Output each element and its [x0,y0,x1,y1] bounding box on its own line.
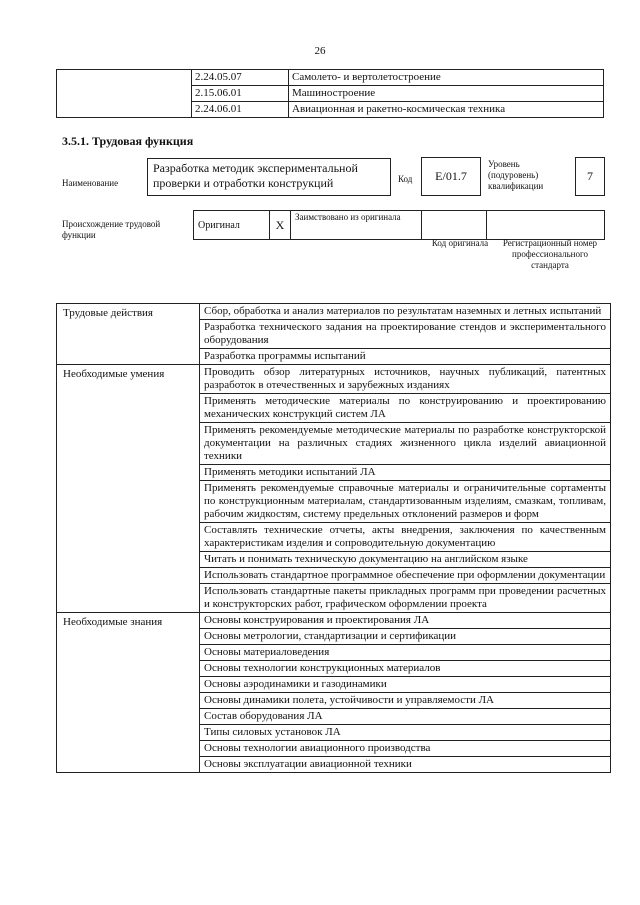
list-item: Основы материаловедения [200,645,611,661]
list-item: Основы конструирования и проектирования ЛА [200,613,611,629]
function-name-box [147,158,391,196]
list-item: Использовать стандартное программное обеспечение при оформлении документации [200,568,611,584]
table-row [194,211,605,240]
list-item: Основы технологии конструкционных материалов [200,661,611,677]
list-item: Разработка программы испытаний [200,349,611,365]
level-label: Уровень (подуровень) квалификации [488,159,544,191]
list-item: Основы технологии авиационного производства [200,741,611,757]
table-row [57,613,611,629]
specialty-name: Авиационная и ракетно-космическая техника [289,102,604,118]
reg-number-label: Регистрационный номер профессионального стандарта [502,238,598,270]
origin-code-label: Код оригинала [431,238,489,248]
level-value: 7 [587,169,593,183]
list-item: Основы аэродинамики и газодинамики [200,677,611,693]
specialties-table [56,69,604,118]
list-item: Основы эксплуатации авиационной техники [200,757,611,773]
specialty-code: 2.24.05.07 [192,70,289,86]
specialty-name: Машиностроение [289,86,604,102]
list-item: Сбор, обработка и анализ материалов по результатам наземных и летных испытаний [200,304,611,320]
specialty-name: Самолето- и вертолетостроение [289,70,604,86]
borrowed-label: Заимствовано из оригинала [291,211,422,240]
list-item: Применять рекомендуемые методические материалы по разработке конструкторской документации на различных стадиях жизненного цикла изделий авиационной техники [200,423,611,465]
original-mark: X [270,211,291,240]
group-label: Необходимые умения [57,365,200,613]
origin-label: Происхождение трудовой функции [62,219,161,240]
list-item: Использовать стандартные пакеты прикладных программ при проведении расчетных и конструкторских работ, графическом оформлении проекта [200,584,611,613]
name-label: Наименование [62,178,119,188]
origin-table [193,210,605,240]
list-item: Проводить обзор литературных источников, научных публикаций, патентных разработок в отечественных и зарубежных изданиях [200,365,611,394]
list-item: Читать и понимать техническую документацию на английском языке [200,552,611,568]
section-title: 3.5.1. Трудовая функция [62,134,194,148]
list-item: Состав оборудования ЛА [200,709,611,725]
group-label: Трудовые действия [57,304,200,365]
list-item: Основы динамики полета, устойчивости и управляемости ЛА [200,693,611,709]
list-item: Типы силовых установок ЛА [200,725,611,741]
list-item: Применять рекомендуемые справочные материалы и ограничительные сортаменты по конструкционным материалам, стандартизованным изделиям, смазкам, топливам, рабочим жидкостям, систему предельных отклонений размеров и форм [200,481,611,523]
table-row [57,70,604,86]
list-item: Составлять технические отчеты, акты внедрения, заключения по качественным характеристикам изделия и сопроводительную документацию [200,523,611,552]
group-label: Необходимые знания [57,613,200,773]
original-label: Оригинал [194,211,270,240]
function-details-table [56,303,611,773]
specialty-code: 2.15.06.01 [192,86,289,102]
code-label: Код [398,174,413,184]
origin-code-cell [422,211,487,240]
list-item: Основы метрологии, стандартизации и сертификации [200,629,611,645]
specialty-code: 2.24.06.01 [192,102,289,118]
code-box [421,157,481,196]
level-box [575,157,605,196]
list-item: Разработка технического задания на проектирование стендов и экспериментального оборудования [200,320,611,349]
list-item: Применять методики испытаний ЛА [200,465,611,481]
table-row [57,365,611,394]
empty-cell [57,70,192,118]
reg-number-cell [487,211,605,240]
page-number: 26 [314,45,326,57]
list-item: Применять методические материалы по конструированию и проектированию механических конструкций систем ЛА [200,394,611,423]
table-row [57,304,611,320]
function-name: Разработка методик экспериментальной проверки и отработки конструкций [153,161,358,190]
code-value: E/01.7 [435,169,467,183]
